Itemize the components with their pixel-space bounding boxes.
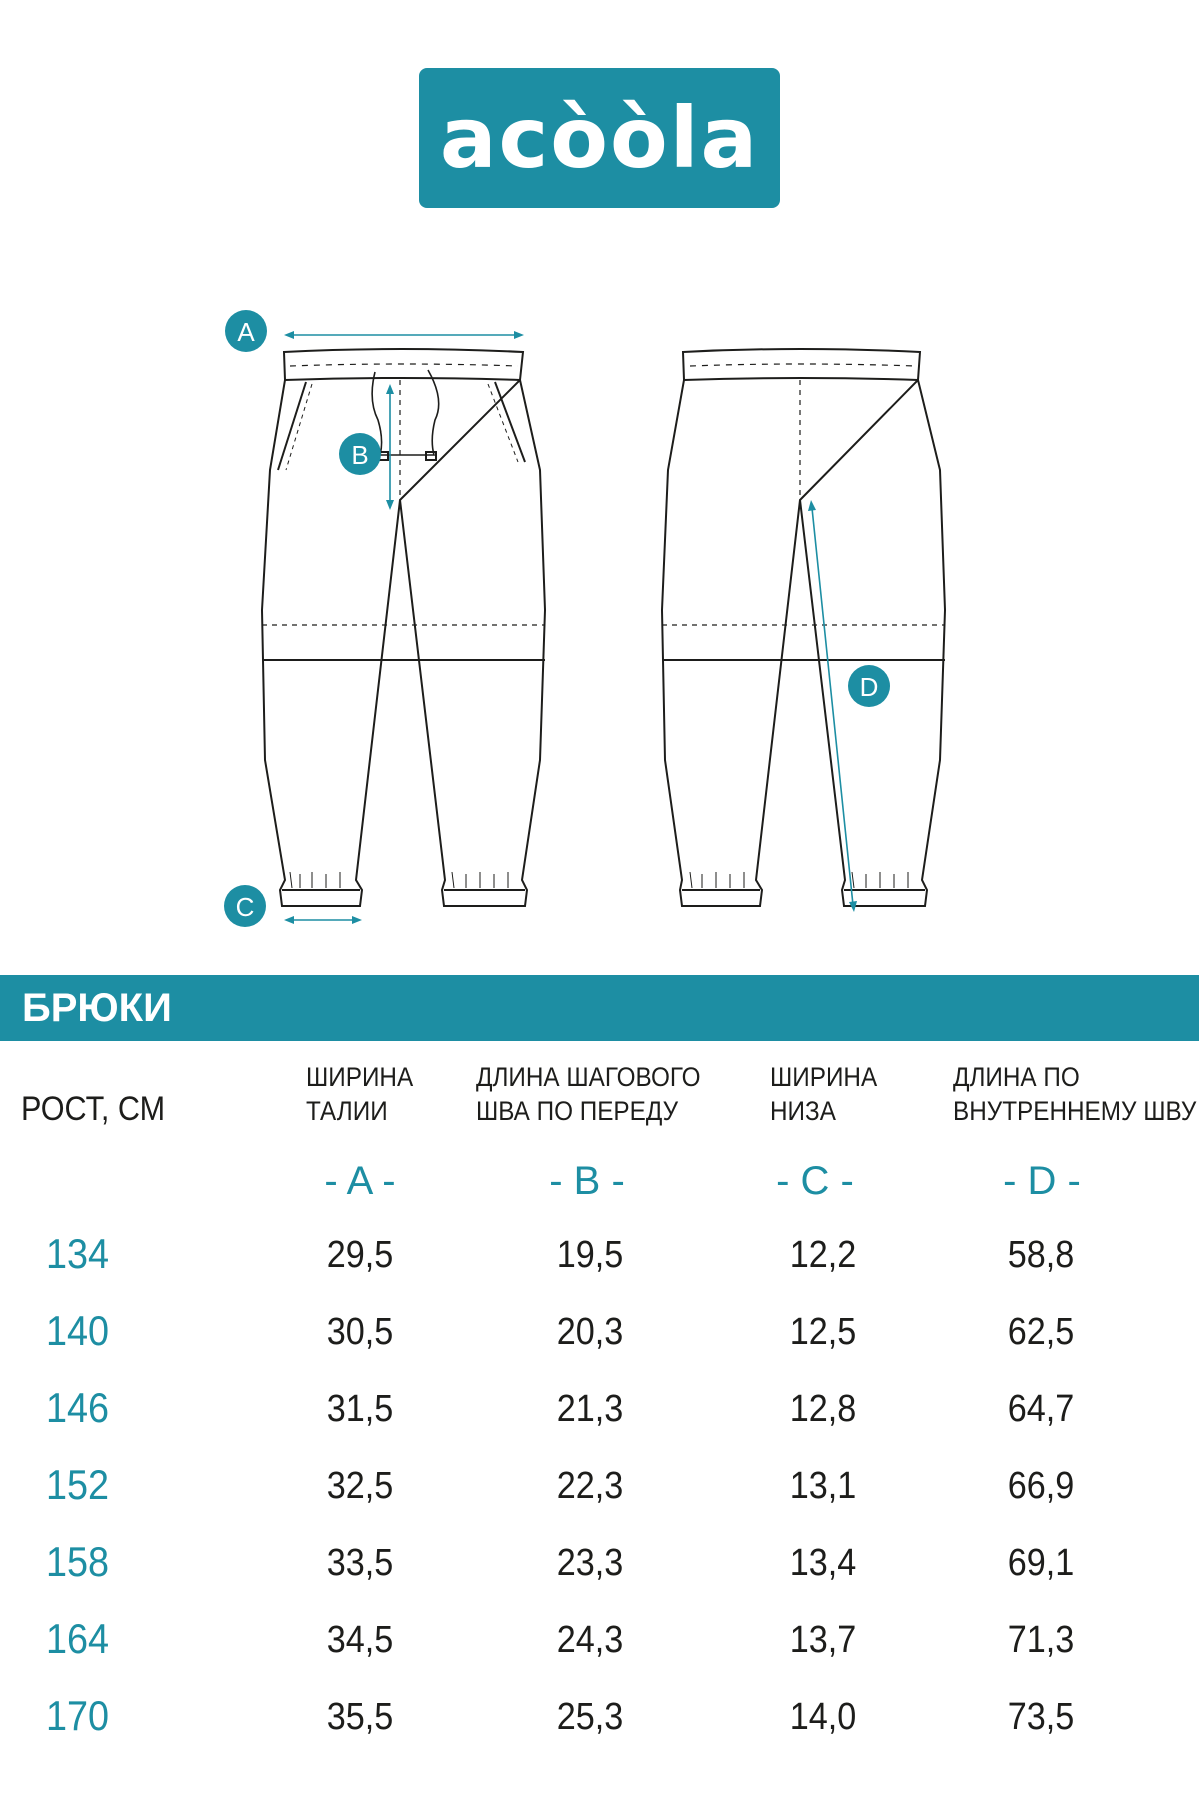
row-height: 146	[46, 1384, 110, 1431]
column-header-d-line1: ДЛИНА ПО	[953, 1062, 1080, 1092]
cell-b: 20,3	[556, 1311, 624, 1353]
cell-a: 35,5	[326, 1696, 394, 1738]
height-column-header: РОСТ, СМ	[21, 1090, 166, 1128]
column-code-b: - B -	[549, 1159, 625, 1203]
marker-a-label: A	[237, 317, 255, 347]
cell-d: 58,8	[1007, 1234, 1075, 1276]
cell-b: 21,3	[556, 1388, 624, 1430]
cell-c: 13,7	[789, 1619, 857, 1661]
column-header-a-line1: ШИРИНА	[306, 1062, 414, 1092]
cell-a: 34,5	[326, 1619, 394, 1661]
row-height: 158	[46, 1538, 110, 1585]
row-height: 134	[46, 1230, 110, 1277]
marker-b	[339, 433, 381, 475]
cell-a: 32,5	[326, 1465, 394, 1507]
column-code-c: - C -	[776, 1159, 854, 1203]
cell-c: 13,1	[789, 1465, 857, 1507]
cell-c: 12,8	[789, 1388, 857, 1430]
cell-b: 23,3	[556, 1542, 624, 1584]
column-header-c	[770, 1060, 877, 1128]
marker-a	[225, 310, 267, 352]
cell-b: 22,3	[556, 1465, 624, 1507]
cell-c: 13,4	[789, 1542, 857, 1584]
marker-c	[224, 885, 266, 927]
column-header-a	[306, 1060, 413, 1128]
column-header-a-line2: ТАЛИИ	[306, 1096, 388, 1126]
cell-d: 73,5	[1007, 1696, 1075, 1738]
cell-a: 30,5	[326, 1311, 394, 1353]
section-title: БРЮКИ	[22, 986, 172, 1030]
cell-b: 24,3	[556, 1619, 624, 1661]
brand-logo-text: acòòla	[439, 89, 760, 187]
brand-logo	[419, 68, 780, 208]
column-header-b-line2: ШВА ПО ПЕРЕДУ	[476, 1096, 679, 1126]
row-height: 170	[46, 1692, 110, 1739]
cell-d: 62,5	[1007, 1311, 1075, 1353]
cell-c: 12,2	[789, 1234, 857, 1276]
row-height: 140	[46, 1307, 110, 1354]
marker-c-label: C	[235, 892, 255, 922]
cell-a: 31,5	[326, 1388, 394, 1430]
pants-front-view	[262, 349, 545, 906]
column-header-c-line2: НИЗА	[770, 1096, 836, 1126]
section-band	[0, 975, 1199, 1041]
cell-a: 29,5	[326, 1234, 394, 1276]
column-code-a: - A -	[324, 1159, 396, 1203]
cell-b: 25,3	[556, 1696, 624, 1738]
cell-c: 12,5	[789, 1311, 857, 1353]
row-height: 152	[46, 1461, 110, 1508]
cell-d: 69,1	[1007, 1542, 1075, 1584]
cell-d: 71,3	[1007, 1619, 1075, 1661]
pants-technical-drawing	[0, 290, 1199, 940]
column-header-d	[953, 1060, 1196, 1128]
row-height: 164	[46, 1615, 110, 1662]
cell-d: 64,7	[1007, 1388, 1075, 1430]
pants-back-view	[662, 349, 945, 906]
marker-d-label: D	[859, 672, 879, 702]
column-header-b	[476, 1060, 701, 1128]
cell-a: 33,5	[326, 1542, 394, 1584]
cell-c: 14,0	[789, 1696, 857, 1738]
column-code-d: - D -	[1003, 1159, 1081, 1203]
column-header-d-line2: ВНУТРЕННЕМУ ШВУ	[953, 1096, 1197, 1126]
cell-b: 19,5	[556, 1234, 624, 1276]
measure-d-arrow	[812, 508, 853, 905]
column-header-c-line1: ШИРИНА	[770, 1062, 878, 1092]
marker-b-label: B	[351, 440, 369, 470]
marker-d	[848, 665, 890, 707]
cell-d: 66,9	[1007, 1465, 1075, 1507]
column-header-b-line1: ДЛИНА ШАГОВОГО	[476, 1062, 701, 1092]
